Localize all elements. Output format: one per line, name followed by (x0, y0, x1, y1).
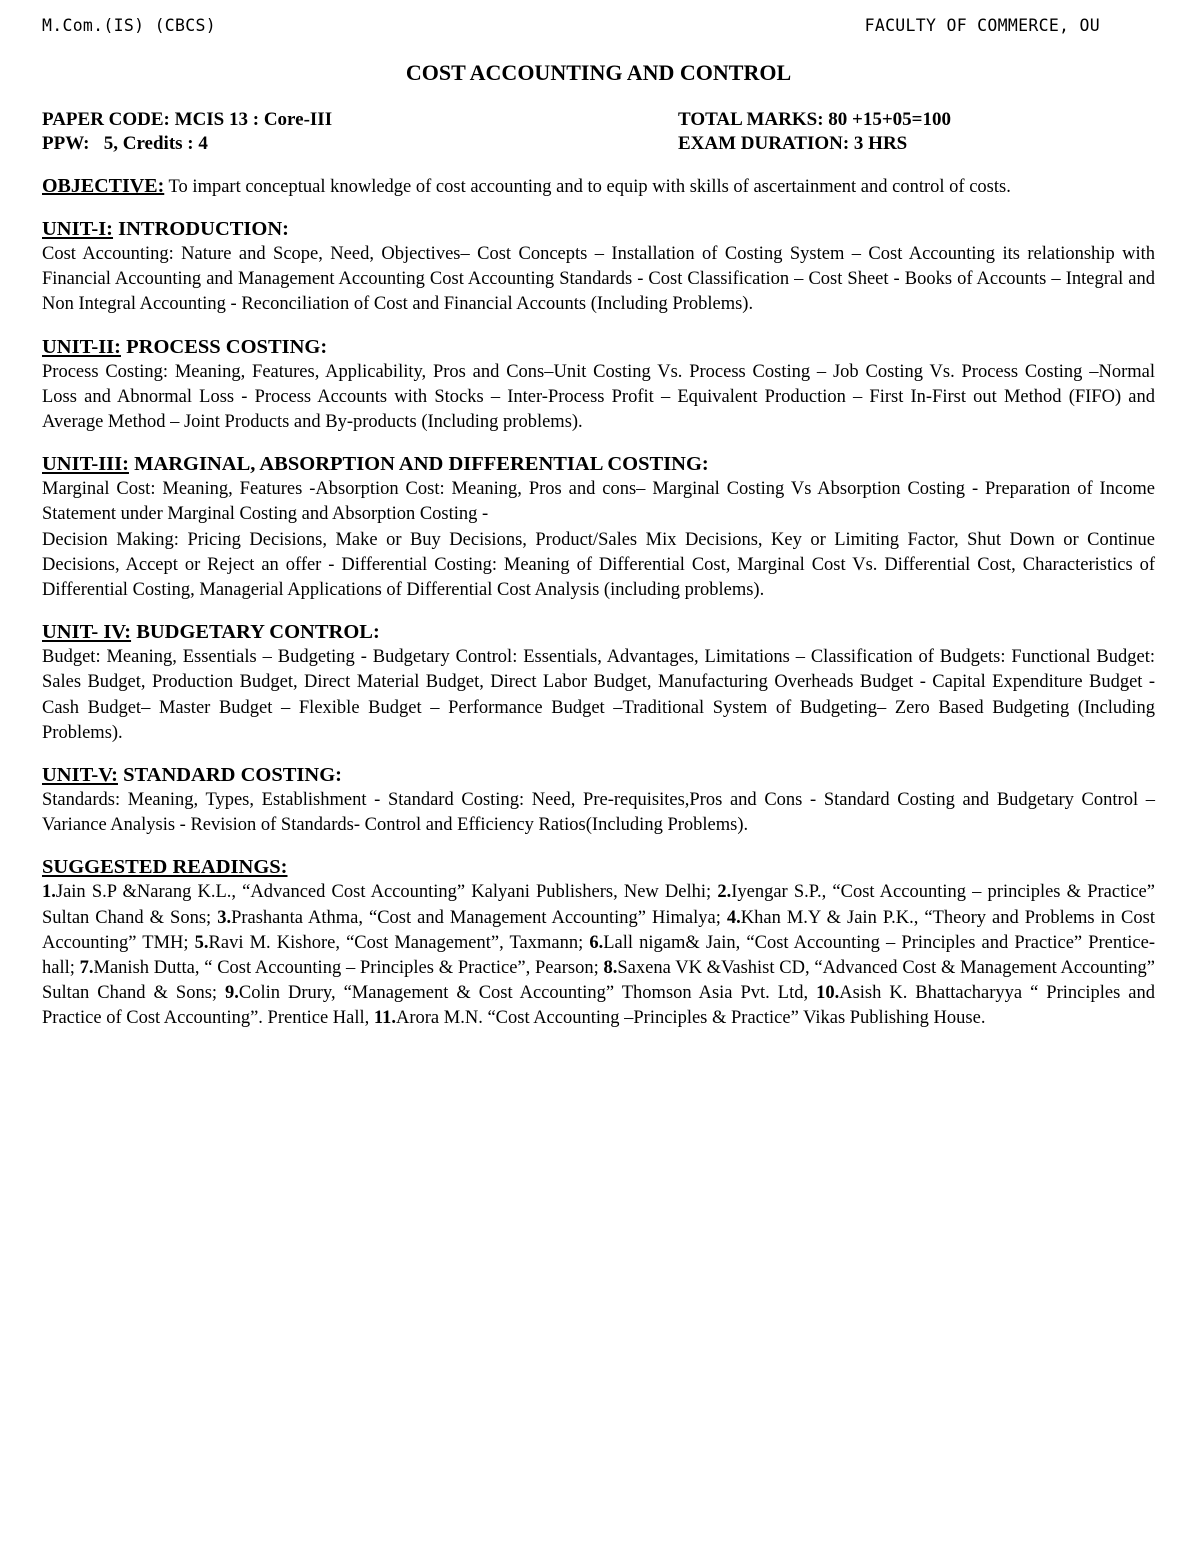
reading-entry: Arora M.N. “Cost Accounting –Principles & Practice” Vikas Publishing House. (396, 1008, 986, 1029)
meta-right-column (678, 108, 951, 156)
units-container (42, 216, 1155, 838)
ppw-credits: PPW: 5, Credits : 4 (42, 133, 208, 154)
unit-body (42, 360, 1155, 436)
unit-heading (42, 619, 1155, 645)
reading-number: 11. (373, 1008, 396, 1029)
faculty-label: FACULTY OF COMMERCE, OU (864, 16, 1100, 35)
unit-label: UNIT-III: (42, 453, 129, 476)
unit-title: BUDGETARY CONTROL: (131, 621, 380, 644)
unit-body (42, 477, 1155, 603)
reading-entry: Iyengar S.P., “Cost Accounting – principles & Practice” Sultan Chand & Sons; (42, 882, 1155, 928)
suggested-readings-section (42, 854, 1155, 1031)
unit-title: STANDARD COSTING: (117, 764, 342, 787)
unit-heading (42, 451, 1155, 477)
reading-number: 4. (726, 907, 741, 928)
paper-code: PAPER CODE: MCIS 13 : Core-III (42, 109, 333, 130)
reading-number: 8. (603, 958, 618, 979)
reading-number: 9. (225, 983, 239, 1004)
unit-section (42, 762, 1155, 838)
reading-number: 5. (194, 932, 209, 953)
readings-heading-label: SUGGESTED READINGS: (42, 856, 288, 879)
unit-section (42, 619, 1155, 746)
unit-body (42, 242, 1155, 318)
reading-number: 2. (717, 882, 732, 903)
unit-title: PROCESS COSTING: (121, 335, 328, 358)
unit-title: MARGINAL, ABSORPTION AND DIFFERENTIAL COSTING: (128, 453, 709, 476)
reading-entry: Colin Drury, “Management & Cost Accounting” Thomson Asia Pvt. Ltd, (238, 983, 817, 1004)
reading-number: 1. (42, 882, 56, 903)
unit-section (42, 451, 1155, 603)
unit-paragraph: Decision Making: Pricing Decisions, Make or Buy Decisions, Product/Sales Mix Decisions, Key or Limiting Factor, Shut Down or Continue Decisions, Accept or Reject an offer - Differential Costing: Meaning of Differential Cost, Marginal Cost Vs. Differential Cost, Characteristics of Differential Costing, Managerial Applications of Differential Cost Analysis (including problems). (42, 529, 1155, 601)
unit-label: UNIT-I: (42, 218, 114, 240)
program-label: M.Com.(IS) (CBCS) (42, 16, 216, 35)
reading-entry: Lall nigam& Jain, “Cost Accounting – Principles and Practice” Prentice-hall; (42, 932, 1155, 979)
readings-heading (42, 854, 1155, 880)
unit-heading (42, 334, 1155, 360)
meta-left-column (42, 108, 332, 156)
reading-entry: Saxena VK &Vashist CD, “Advanced Cost & Management Accounting” Sultan Chand & Sons; (42, 958, 1155, 1004)
reading-number: 6. (589, 932, 604, 953)
page-header (42, 14, 1155, 40)
reading-entry: Khan M.Y & Jain P.K., “Theory and Problems in Cost Accounting” TMH; (42, 907, 1155, 953)
unit-body (42, 788, 1155, 838)
exam-duration: EXAM DURATION: 3 HRS (678, 133, 908, 154)
unit-paragraph: Cost Accounting: Nature and Scope, Need, Objectives– Cost Concepts – Installation of Costing System – Cost Accounting its relationship with Financial Accounting and Management Accounting Cost Accounting Standards - Cost Classification – Cost Sheet - Books of Accounts – Integral and Non Integral Accounting - Reconciliation of Cost and Financial Accounts (Including Problems). (42, 244, 1155, 315)
unit-label: UNIT- IV: (42, 621, 132, 644)
unit-paragraph: Standards: Meaning, Types, Establishment - Standard Costing: Need, Pre-requisites,Pros and Cons - Standard Costing and Budgetary Control – Variance Analysis - Revision of Standards- Control and Efficiency Ratios(Including Problems). (42, 790, 1155, 836)
reading-entry: Ravi M. Kishore, “Cost Management”, Taxmann; (208, 932, 590, 953)
unit-heading (42, 762, 1155, 788)
objective-heading: OBJECTIVE: (42, 175, 165, 197)
reading-entry: Prashanta Athma, “Cost and Management Accounting” Himalya; (231, 907, 727, 928)
syllabus-page (42, 14, 1155, 1032)
objective-section (42, 174, 1155, 200)
unit-label: UNIT-II: (42, 335, 121, 358)
unit-paragraph: Process Costing: Meaning, Features, Applicability, Pros and Cons–Unit Costing Vs. Process Costing – Job Costing Vs. Process Costing –Normal Loss and Abnormal Loss - Process Accounts with Stocks – Inter-Process Profit – Equivalent Production – First In-First out Method (FIFO) and Average Method – Joint Products and By-products (Including problems). (42, 361, 1155, 433)
unit-body (42, 645, 1155, 746)
readings-list (42, 880, 1155, 1031)
course-meta (42, 108, 1155, 160)
unit-section (42, 334, 1155, 436)
total-marks: TOTAL MARKS: 80 +15+05=100 (678, 109, 951, 130)
unit-label: UNIT-V: (42, 764, 118, 787)
unit-heading (42, 216, 1155, 242)
unit-section (42, 216, 1155, 318)
reading-entry: Asish K. Bhattacharyya “ Principles and Practice of Cost Accounting”. Prentice Hall, (42, 983, 1155, 1029)
course-title: COST ACCOUNTING AND CONTROL (405, 60, 792, 85)
reading-entry: Jain S.P &Narang K.L., “Advanced Cost Accounting” Kalyani Publishers, New Delhi; (55, 882, 718, 903)
unit-title: INTRODUCTION: (113, 218, 289, 240)
reading-number: 7. (79, 958, 94, 979)
reading-entry: Manish Dutta, “ Cost Accounting – Principles & Practice”, Pearson; (93, 958, 604, 979)
reading-number: 3. (217, 907, 232, 928)
unit-paragraph: Budget: Meaning, Essentials – Budgeting - Budgetary Control: Essentials, Advantages, Limitations – Classification of Budgets: Functional Budget: Sales Budget, Production Budget, Direct Material Budget, Direct Labor Budget, Manufacturing Overheads Budget - Capital Expenditure Budget - Cash Budget– Master Budget – Flexible Budget – Performance Budget –Traditional System of Budgeting– Zero Based Budgeting (Including Problems). (42, 647, 1155, 743)
unit-paragraph: Marginal Cost: Meaning, Features -Absorption Cost: Meaning, Pros and cons– Marginal Costing Vs Absorption Costing - Preparation of Income Statement under Marginal Costing and Absorption Costing - (42, 479, 1155, 525)
reading-number: 10. (816, 983, 840, 1004)
objective-text: To impart conceptual knowledge of cost accounting and to equip with skills of ascertainment and control of costs. (164, 177, 1011, 197)
